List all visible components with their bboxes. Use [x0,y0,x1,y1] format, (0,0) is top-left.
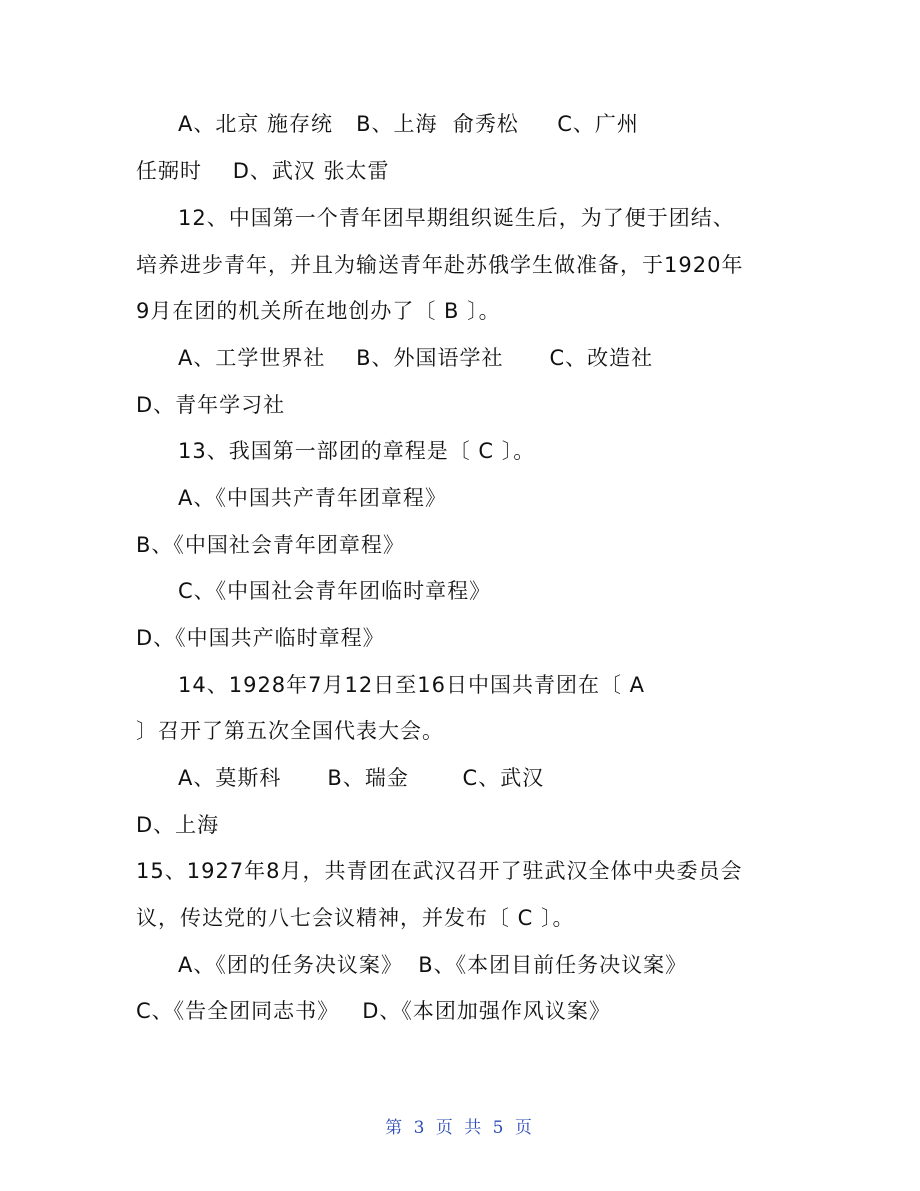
text-line-16: D、上海 [136,813,220,837]
text-line-8: 13、我国第一部团的章程是〔 C 〕。 [178,439,536,463]
page-number-footer: 第 3 页 共 5 页 [385,1118,535,1138]
text-line-18: 议，传达党的八七会议精神，并发布〔 C 〕。 [136,906,575,930]
text-line-3: 12、中国第一个青年团早期组织诞生后，为了便于团结、 [178,206,735,230]
text-line-9: A、《中国共产青年团章程》 [178,486,447,510]
text-line-4: 培养进步青年，并且为输送青年赴苏俄学生做准备，于1920年 [136,253,744,277]
text-line-13: 14、1928年7月12日至16日中国共青团在〔 A [178,673,646,697]
text-line-12: D、《中国共产临时章程》 [136,626,385,650]
text-line-10: B、《中国社会青年团章程》 [136,533,405,557]
text-line-19: A、《团的任务决议案》 B、《本团目前任务决议案》 [178,953,688,977]
text-line-20: C、《告全团同志书》 D、《本团加强作风议案》 [136,999,611,1023]
text-line-5: 9月在团的机关所在地创办了〔 B 〕。 [136,299,501,323]
text-line-17: 15、1927年8月，共青团在武汉召开了驻武汉全体中央委员会 [136,859,743,883]
text-line-1: A、北京 施存统 B、上海 俞秀松 C、广州 [178,112,639,136]
text-line-14: 〕召开了第五次全国代表大会。 [136,719,444,743]
text-line-6: A、工学世界社 B、外国语学社 C、改造社 [178,346,654,370]
text-line-11: C、《中国社会青年团临时章程》 [178,579,492,603]
text-line-7: D、青年学习社 [136,393,286,417]
text-line-15: A、莫斯科 B、瑞金 C、武汉 [178,766,545,790]
text-line-2: 任弼时 D、武汉 张太雷 [136,159,390,183]
